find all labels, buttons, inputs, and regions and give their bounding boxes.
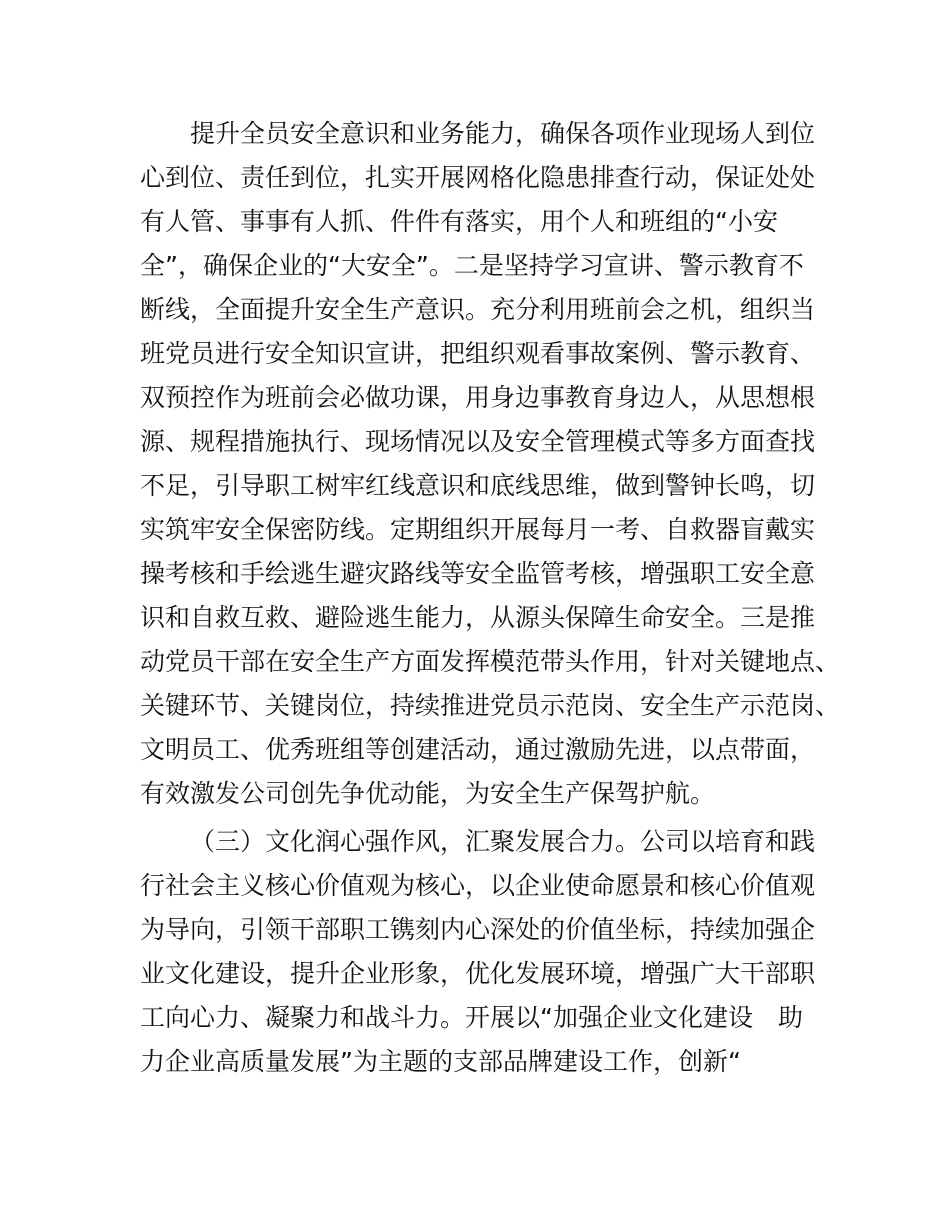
- text-line: 工向心力、凝聚力和战斗力。开展以“加强企业文化建设 助: [140, 1003, 803, 1032]
- text-line: 断线，全面提升安全生产意识。充分利用班前会之机，组织当: [140, 295, 816, 324]
- text-line: （三）文化润心强作风，汇聚发展合力。公司以培育和践: [190, 827, 816, 856]
- text-line: 双预控作为班前会必做功课，用身边事教育身边人，从思想根: [140, 383, 816, 412]
- text-line: 有效激发公司创先争优动能，为安全生产保驾护航。: [140, 779, 716, 808]
- text-line: 文明员工、优秀班组等创建活动，通过激励先进，以点带面，: [140, 735, 816, 764]
- text-line: 动党员干部在安全生产方面发挥模范带头作用，针对关键地点、: [140, 647, 841, 676]
- text-line: 提升全员安全意识和业务能力，确保各项作业现场人到位: [190, 119, 816, 148]
- text-line: 全”，确保企业的“大安全”。二是坚持学习宣讲、警示教育不: [140, 251, 804, 280]
- text-line: 识和自救互救、避险逃生能力，从源头保障生命安全。三是推: [140, 603, 816, 632]
- text-line: 心到位、责任到位，扎实开展网格化隐患排查行动，保证处处: [140, 163, 816, 192]
- text-line: 行社会主义核心价值观为核心，以企业使命愿景和核心价值观: [140, 871, 816, 900]
- text-line: 关键环节、关键岗位，持续推进党员示范岗、安全生产示范岗、: [140, 691, 841, 720]
- text-line: 业文化建设，提升企业形象，优化发展环境，增强广大干部职: [140, 959, 816, 988]
- text-line: 班党员进行安全知识宣讲，把组织观看事故案例、警示教育、: [140, 339, 816, 368]
- text-line: 不足，引导职工树牢红线意识和底线思维，做到警钟长鸣，切: [140, 471, 816, 500]
- text-line: 操考核和手绘逃生避灾路线等安全监管考核，增强职工安全意: [140, 559, 816, 588]
- text-line: 源、规程措施执行、现场情况以及安全管理模式等多方面查找: [140, 427, 816, 456]
- text-line: 实筑牢安全保密防线。定期组织开展每月一考、自救器盲戴实: [140, 515, 816, 544]
- text-line: 力企业高质量发展”为主题的支部品牌建设工作，创新“: [140, 1047, 741, 1076]
- text-line: 为导向，引领干部职工镌刻内心深处的价值坐标，持续加强企: [140, 915, 816, 944]
- text-line: 有人管、事事有人抓、件件有落实，用个人和班组的“小安: [140, 207, 778, 236]
